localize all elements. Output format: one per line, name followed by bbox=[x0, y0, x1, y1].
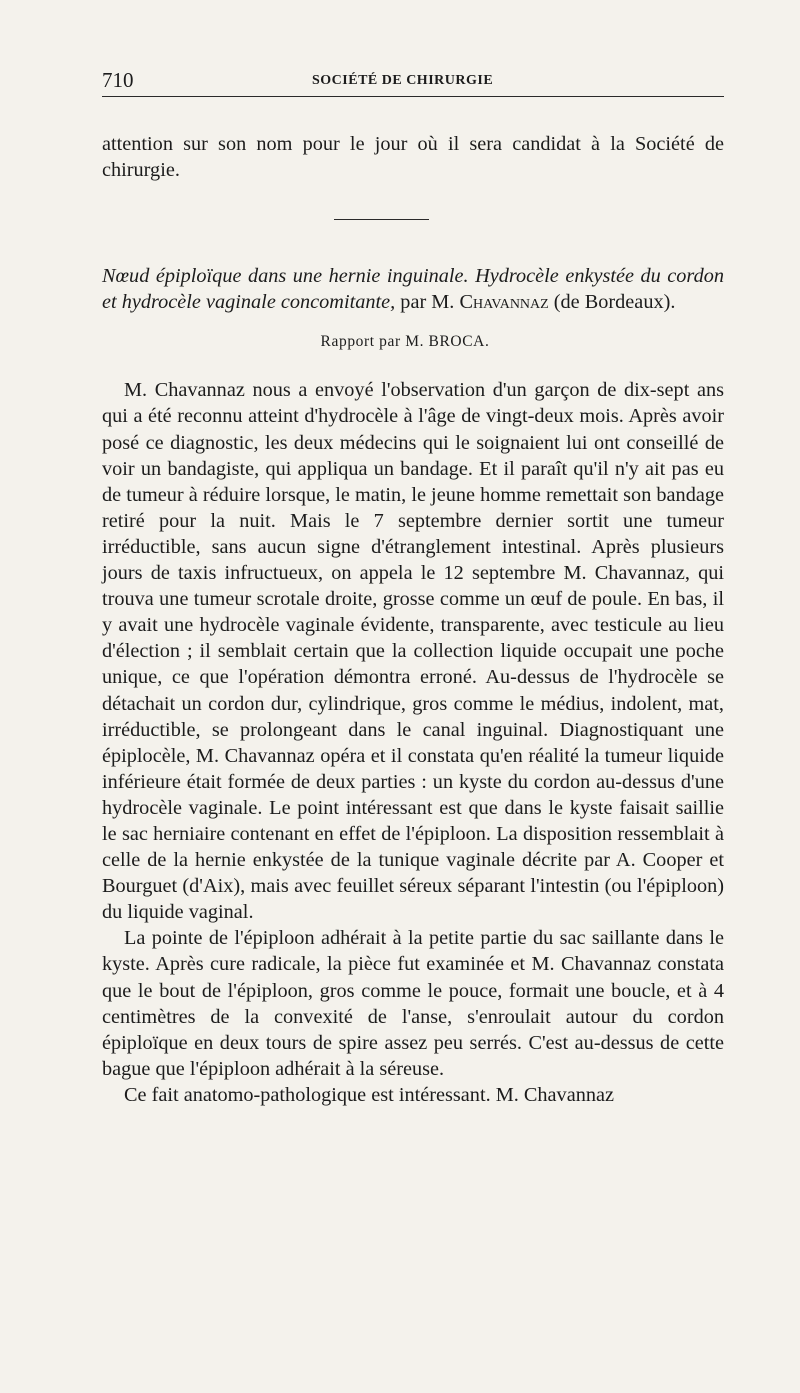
document-page bbox=[102, 62, 724, 1108]
report-line: Rapport par M. BROCA. bbox=[320, 333, 490, 351]
body-text bbox=[102, 377, 724, 1108]
running-head: SOCIÉTÉ DE CHIRURGIE bbox=[312, 73, 494, 88]
article-title-italic: Nœud épiploïque dans une hernie inguinale. Hydrocèle enkystée du cordon et hydrocèle vaginale concomitante, bbox=[102, 265, 724, 314]
article-title bbox=[102, 263, 724, 315]
article-author: Chavannaz bbox=[459, 291, 549, 314]
body-paragraph-3: Ce fait anatomo-pathologique est intéressant. M. Chavannaz bbox=[124, 1083, 614, 1106]
page-header bbox=[102, 62, 724, 97]
section-divider bbox=[334, 219, 429, 220]
body-paragraph-2: La pointe de l'épiploon adhérait à la petite partie du sac saillante dans le kyste. Après cure radicale, la pièce fut examinée et M. Chavannaz constata que le bout de l'épiploon, gros comme le pouce, formait une boucle, et à 4 centimètres de la convexité de l'anse, s'enroulait autour du cordon épiploïque en deux tours de spire assez peu serrés. C'est au-dessus de cette bague que l'épiploon adhérait à la séreuse. bbox=[102, 927, 724, 1080]
body-paragraph-1: M. Chavannaz nous a envoyé l'observation d'un garçon de dix-sept ans qui a été reconnu atteint d'hydrocèle à l'âge de vingt-deux mois. Après avoir posé ce diagnostic, les deux médecins qui le soignaient lui ont conseillé de voir un bandagiste, qui appliqua un bandage. Et il paraît qu'il n'y ait pas eu de tumeur à réduire lorsque, le matin, le jeune homme remettait son bandage retiré pour la nuit. Mais le 7 septembre dernier sortit une tumeur irréductible, sans aucun signe d'étranglement intestinal. Après plusieurs jours de taxis infructueux, on appela le 12 septembre M. Chavannaz, qui trouva une tumeur scrotale droite, grosse comme un œuf de poule. En bas, il y avait une hydrocèle vaginale évidente, transparente, avec testicule au lieu d'élection ; il semblait certain que la collection liquide occupait une poche unique, ce que l'opération démontra erroné. Au-dessus de l'hydrocèle se détachait un cordon dur, cylindrique, gros comme le médius, indolent, mat, irréductible, se prolongeant dans le canal inguinal. Diagnostiquant une épiplocèle, M. Chavannaz opéra et il constata qu'en réalité la tumeur liquide inférieure était formée de deux parties : un kyste du cordon au-dessus d'une hydrocèle vaginale. Le point intéressant est que dans le kyste faisait saillie le sac herniaire contenant en effet de l'épiploon. La disposition ressemblait à celle de la hernie enkystée de la tunique vaginale décrite par A. Cooper et Bourguet (d'Aix), mais avec feuillet séreux séparant l'intestin (ou l'épiploon) du liquide vaginal. bbox=[102, 379, 724, 924]
article-by: par M. bbox=[400, 291, 455, 314]
page-number: 710 bbox=[102, 68, 134, 92]
article-location: (de Bordeaux). bbox=[553, 291, 676, 314]
intro-paragraph: attention sur son nom pour le jour où il sera candidat à la Société de chirurgie. bbox=[102, 133, 724, 182]
